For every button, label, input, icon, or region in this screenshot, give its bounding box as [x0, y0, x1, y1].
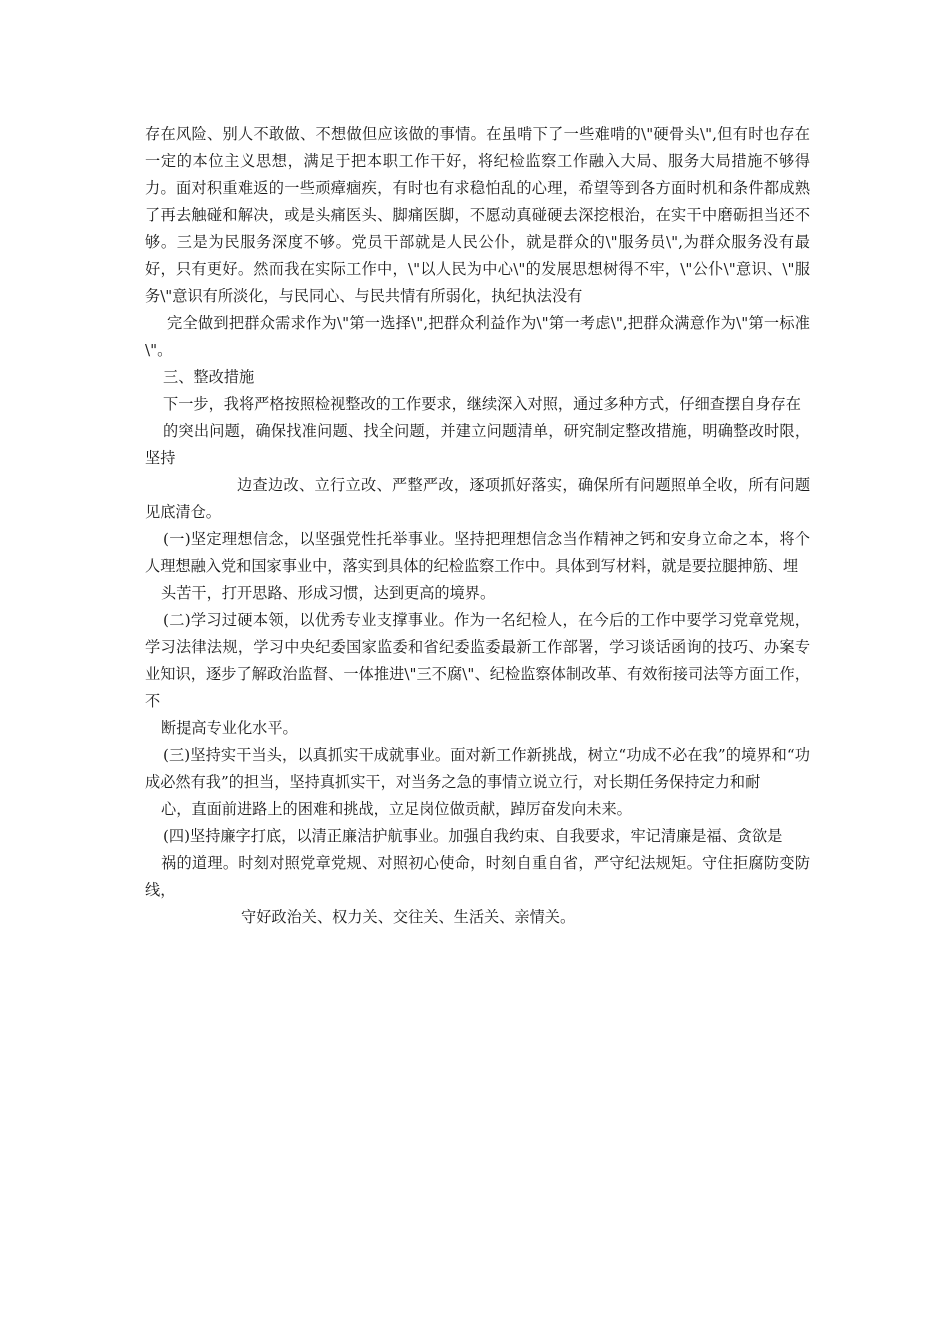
paragraph-body-5: 边查边改、立行立改、严整严改，逐项抓好落实，确保所有问题照单全收，所有问题见底清仓。	[145, 476, 810, 521]
measure-1-continuation: 头苦干，打开思路、形成习惯，达到更高的境界。	[161, 584, 496, 602]
measure-2-continuation: 断提高专业化水平。	[161, 719, 298, 737]
document-body	[145, 121, 810, 931]
paragraph-body-3: 下一步，我将严格按照检视整改的工作要求，继续深入对照，通过多种方式，仔细查摆自身存在	[163, 395, 801, 413]
paragraph-body-4: 的突出问题，确保找准问题、找全问题，并建立问题清单，研究制定整改措施，明确整改时限，坚持	[145, 422, 810, 467]
measure-4-final-line: 守好政治关、权力关、交往关、生活关、亲情关。	[241, 908, 576, 926]
measure-4-heading: (四)坚持廉字打底，以清正廉洁护航事业。加强自我约束、自我要求，牢记清廉是福、贪欲是	[163, 827, 783, 845]
measure-2-heading: (二)学习过硬本领，以优秀专业支撑事业。作为一名纪检人，在今后的工作中要学习党章党规，学习法律法规，学习中央纪委国家监委和省纪委监委最新工作部署，学习谈话函询的技巧、办案专业知识，逐步了解政治监督、一体推进\"三不腐\"、纪检监察体制改革、有效衔接司法等方面工作，不	[145, 611, 810, 710]
section-heading: 三、整改措施	[163, 368, 255, 386]
paragraph-body-2: 完全做到把群众需求作为\"第一选择\",把群众利益作为\"第一考虑\",把群众满意作为\"第一标准\"。	[145, 314, 810, 359]
measure-1-heading: (一)坚定理想信念，以坚强党性托举事业。坚持把理想信念当作精神之钙和安身立命之本，将个人理想融入党和国家事业中，落实到具体的纪检监察工作中。具体到写材料，就是要拉腿抻筋、埋	[145, 530, 810, 575]
paragraph-body-1: 存在风险、别人不敢做、不想做但应该做的事情。在虽啃下了一些难啃的\"硬骨头\",但有时也存在一定的本位主义思想，满足于把本职工作干好，将纪检监察工作融入大局、服务大局措施不够得力。面对积重难返的一些顽瘴痼疾，有时也有求稳怕乱的心理，希望等到各方面时机和条件都成熟了再去触碰和解决，或是头痛医头、脚痛医脚，不愿动真碰硬去深挖根治，在实干中磨砺担当还不够。三是为民服务深度不够。党员干部就是人民公仆，就是群众的\"服务员\",为群众服务没有最好，只有更好。然而我在实际工作中，\"以人民为中心\"的发展思想树得不牢，\"公仆\"意识、\"服务\"意识有所淡化，与民同心、与民共情有所弱化，执纪执法没有	[145, 125, 810, 305]
measure-3-heading: (三)坚持实干当头，以真抓实干成就事业。面对新工作新挑战，树立“功成不必在我”的境界和“功成必然有我”的担当，坚持真抓实干，对当务之急的事情立说立行，对长期任务保持定力和耐	[145, 746, 810, 791]
measure-3-continuation: 心，直面前进路上的困难和挑战，立足岗位做贡献，踔厉奋发向未来。	[161, 800, 632, 818]
measure-4-continuation: 祸的道理。时刻对照党章党规、对照初心使命，时刻自重自省，严守纪法规矩。守住拒腐防变防线，	[145, 854, 810, 899]
